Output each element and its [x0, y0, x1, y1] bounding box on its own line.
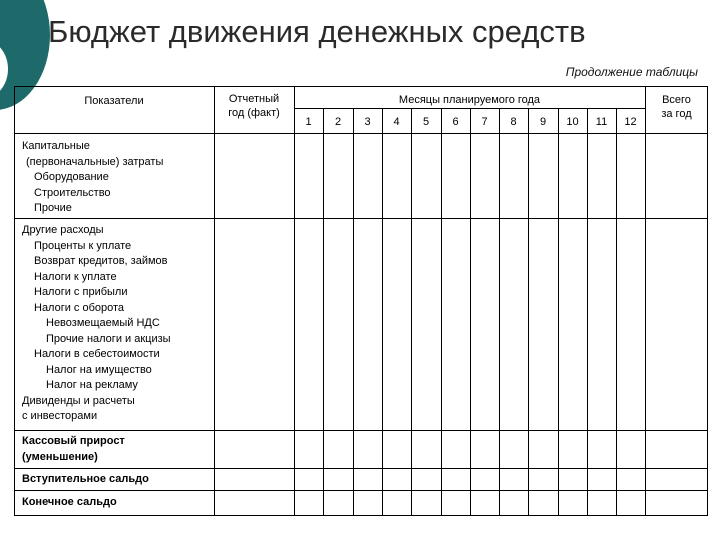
month-12: 12	[624, 116, 637, 128]
row-label: Проценты к уплате	[34, 239, 132, 252]
row-label: Налог на рекламу	[46, 379, 138, 391]
month-7: 7	[481, 116, 488, 128]
row-label: Налоги с оборота	[34, 301, 125, 314]
row-label: Дивиденды и расчеты	[22, 394, 135, 407]
row-label: (уменьшение)	[22, 450, 98, 463]
row-label: Кассовый прирост	[22, 435, 125, 447]
row-label: Оборудование	[34, 171, 109, 183]
section-cash-growth	[22, 434, 125, 465]
row-label: Возврат кредитов, займов	[34, 255, 168, 267]
row-label: Невозмещаемый НДС	[46, 317, 160, 329]
section-other-expenses	[22, 223, 171, 425]
section-capital	[22, 139, 163, 217]
row-label: Прочие налоги и акцизы	[46, 332, 171, 345]
row-label: Налоги в себестоимости	[34, 348, 160, 360]
header-indicators: Показатели	[84, 95, 144, 107]
month-6: 6	[452, 116, 459, 128]
month-2: 2	[334, 116, 342, 128]
header-total-line1: Всего	[662, 94, 691, 106]
month-1: 1	[305, 116, 312, 128]
month-10: 10	[566, 116, 579, 128]
budget-table	[14, 86, 708, 516]
header-reported-year	[214, 92, 294, 120]
month-11: 11	[595, 116, 608, 128]
header-months-label: Месяцы планируемого года	[398, 94, 541, 106]
row-label: с инвесторами	[22, 410, 98, 422]
header-total-line2: за год	[661, 108, 692, 120]
month-5: 5	[422, 116, 430, 128]
row-label: Строительство	[34, 186, 111, 199]
row-label: Другие расходы	[22, 224, 104, 236]
row-opening-balance: Вступительное сальдо	[22, 473, 149, 485]
month-4: 4	[393, 116, 400, 128]
row-label: Налоги с прибыли	[34, 286, 128, 298]
header-total	[645, 93, 708, 121]
table-continuation-note: Продолжение таблицы	[565, 65, 698, 79]
row-label: (первоначальные) затраты	[26, 155, 164, 168]
row-label: Налог на имущество	[46, 363, 152, 376]
row-closing-balance: Конечное сальдо	[22, 496, 117, 508]
page-title: Бюджет движения денежных средств	[48, 14, 586, 49]
header-reported-year-line2: год (факт)	[228, 107, 280, 119]
row-label: Налоги к уплате	[34, 270, 117, 283]
month-8: 8	[510, 116, 517, 128]
header-reported-year-line1: Отчетный	[228, 93, 280, 105]
month-3: 3	[364, 116, 371, 128]
row-label: Капитальные	[22, 140, 90, 152]
month-9: 9	[539, 116, 547, 128]
row-label: Прочие	[34, 202, 72, 214]
